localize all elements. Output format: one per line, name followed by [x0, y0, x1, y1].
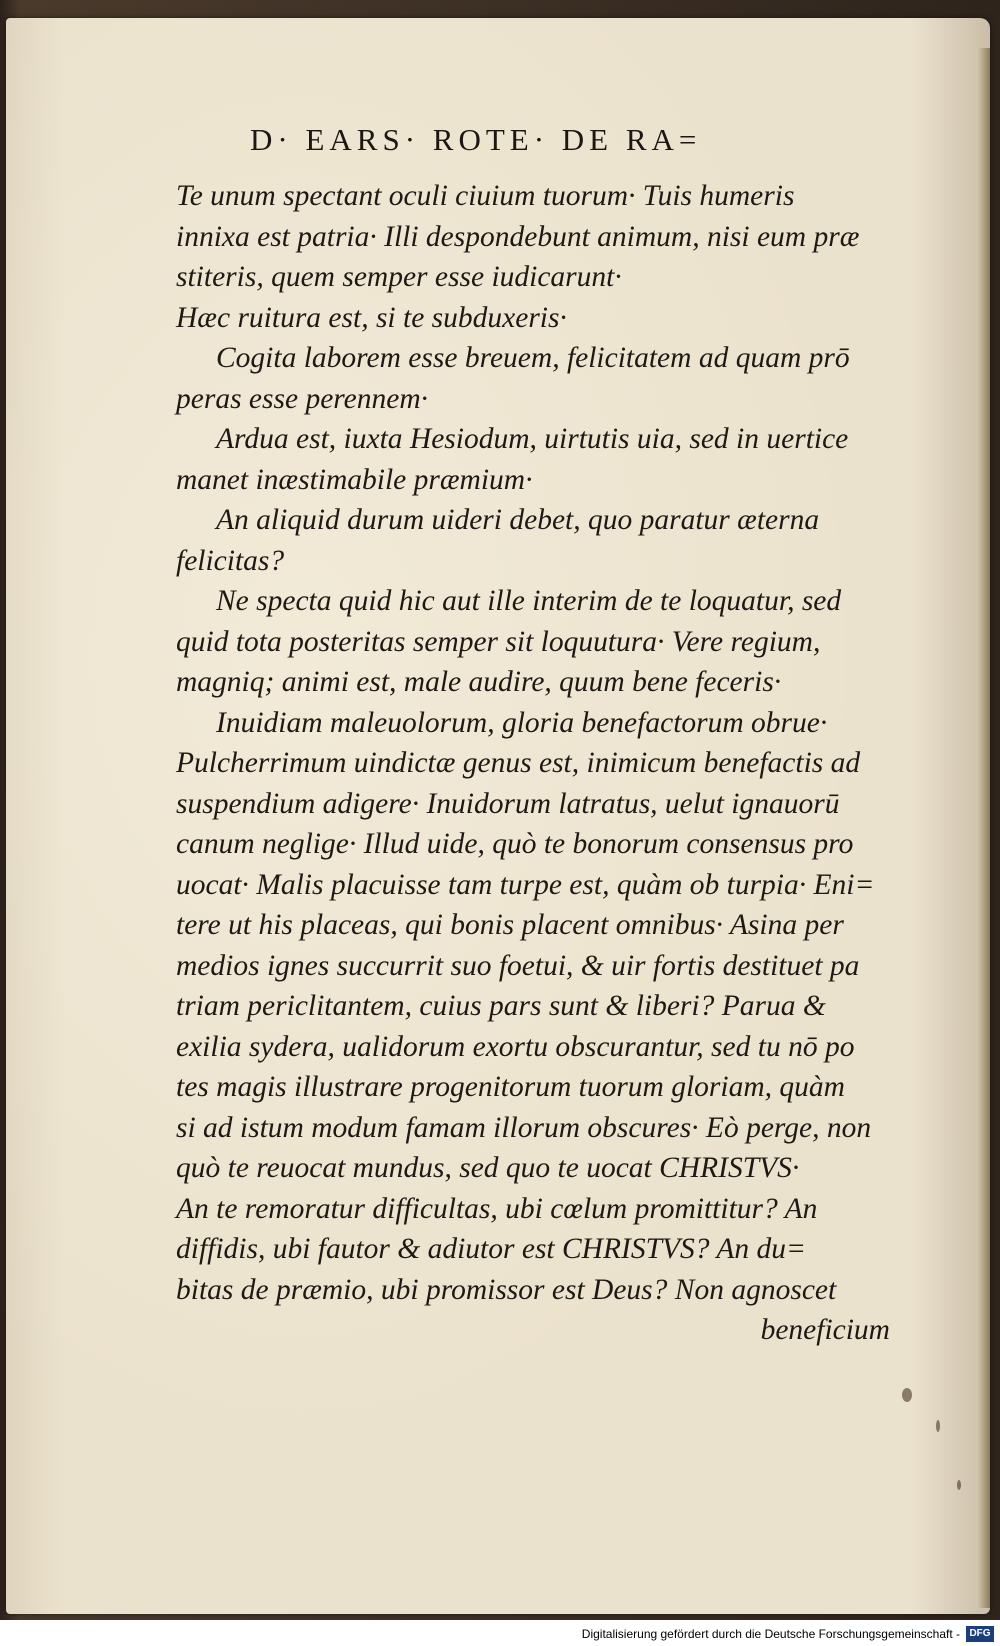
body-text: [176, 176, 902, 1351]
text-line: diffidis, ubi fautor & adiutor est CHRISTVS? An du=: [176, 1233, 806, 1265]
text-line: magniq; animi est, male audire, quum bene feceris·: [176, 666, 782, 698]
text-line: quò te reuocat mundus, sed quo te uocat CHRISTVS·: [176, 1152, 800, 1184]
text-line: Cogita laborem esse breuem, felicitatem ad quam prō: [216, 342, 850, 374]
text-line: quid tota posteritas semper sit loquutura· Vere regium,: [176, 625, 821, 658]
text-line: Ardua est, iuxta Hesiodum, uirtutis uia, sed in uertice: [216, 423, 849, 455]
text-line: An te remoratur difficultas, ubi cœlum promittitur? An: [176, 1192, 818, 1225]
text-line: suspendium adigere· Inuidorum latratus, uelut ignauorū: [176, 787, 840, 820]
catchword: beneficium: [760, 1314, 890, 1346]
dfg-logo: DFG: [966, 1626, 994, 1642]
ink-smudge: [957, 1480, 961, 1490]
ink-smudge: [902, 1388, 912, 1402]
text-line: bitas de præmio, ubi promissor est Deus? Non agnoscet: [176, 1273, 837, 1306]
text-line: canum neglige· Illud uide, quò te bonorum consensus pro: [176, 828, 854, 860]
text-line: exilia sydera, ualidorum exortu obscurantur, sed tu nō po: [176, 1030, 855, 1063]
text-line: manet inæstimabile præmium·: [176, 463, 533, 496]
text-line: innixa est patria· Illi despondebunt animum, nisi eum præ: [176, 220, 860, 253]
text-line: Inuidiam maleuolorum, gloria benefactorum obrue·: [216, 706, 828, 739]
text-line: felicitas?: [176, 544, 285, 577]
text-line: Te unum spectant oculi ciuium tuorum· Tuis humeris: [176, 180, 795, 212]
text-line: Hæc ruitura est, si te subduxeris·: [176, 301, 567, 334]
footer-bar: [0, 1620, 1000, 1646]
ink-smudge: [936, 1420, 940, 1432]
text-line: tes magis illustrare progenitorum tuorum gloriam, quàm: [176, 1071, 845, 1103]
text-line: triam periclitantem, cuius pars sunt & liberi? Parua &: [176, 990, 826, 1022]
text-line: si ad istum modum famam illorum obscures· Eò perge, non: [176, 1111, 872, 1144]
text-line: tere ut his placeas, qui bonis placent omnibus· Asina per: [176, 909, 844, 941]
digitization-credit: Digitalisierung gefördert durch die Deutsche Forschungsgemeinschaft -: [581, 1627, 960, 1641]
text-line: Ne specta quid hic aut ille interim de te loquatur, sed: [216, 585, 842, 617]
text-line: medios ignes succurrit suo foetui, & uir fortis destituet pa: [176, 949, 860, 982]
text-line: Pulcherrimum uindictæ genus est, inimicum benefactis ad: [176, 747, 861, 779]
page-edge: [978, 48, 990, 1608]
text-line: uocat· Malis placuisse tam turpe est, quàm ob turpia· Eni=: [176, 868, 875, 901]
text-line: An aliquid durum uideri debet, quo paratur æterna: [216, 504, 820, 536]
text-line: peras esse perennem·: [176, 382, 429, 415]
running-head: D· EARS· ROTE· DE RA=: [250, 122, 702, 157]
text-line: stiteris, quem semper esse iudicarunt·: [176, 261, 622, 293]
